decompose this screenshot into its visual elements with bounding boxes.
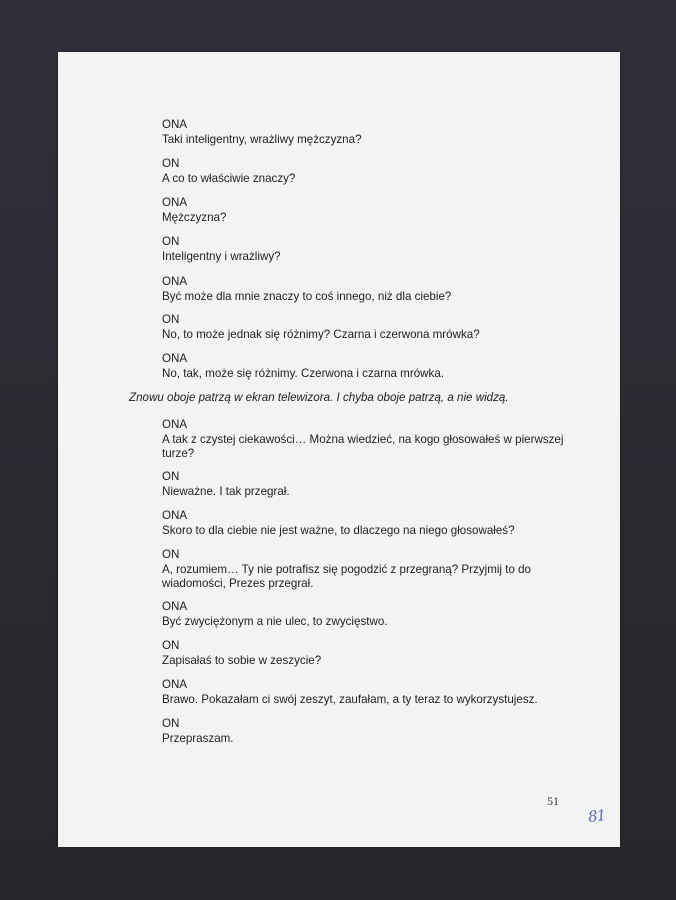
speaker-name: ONA [162,196,188,209]
dialogue-line: Zapisałaś to sobie w zeszycie? [162,653,322,667]
dialogue-line: Być zwyciężonym a nie ulec, to zwycięstwo. [162,614,388,628]
speaker-name: ON [162,639,180,652]
document-page [58,52,620,847]
dialogue-line: No, tak, może się różnimy. Czerwona i czarna mrówka. [162,366,444,380]
dialogue-entry [162,639,572,668]
dialogue-entry [162,470,572,499]
dialogue-entry [162,352,572,381]
dialogue-line: Przepraszam. [162,731,234,745]
dialogue-line: Brawo. Pokazałam ci swój zeszyt, zaufałam, a ty teraz to wykorzystujesz. [162,692,538,706]
speaker-name: ONA [162,678,188,691]
dialogue-entry [162,418,572,462]
dialogue-line: Nieważne. I tak przegrał. [162,484,290,498]
speaker-name: ON [162,235,180,248]
dialogue-line: Skoro to dla ciebie nie jest ważne, to dlaczego na niego głosowałeś? [162,523,515,537]
dialogue-line: Być może dla mnie znaczy to coś innego, niż dla ciebie? [162,289,452,303]
dialogue-entry [162,600,572,629]
dialogue-line: Taki inteligentny, wrażliwy mężczyzna? [162,132,362,146]
dialogue-entry [162,118,572,147]
dialogue-entry [162,196,572,225]
dialogue-line: Inteligentny i wrażliwy? [162,249,281,263]
handwritten-page-mark: 81 [587,806,606,826]
page-number: 51 [547,794,559,808]
speaker-name: ONA [162,418,188,431]
dialogue-entry [162,157,572,186]
dialogue-entry [162,235,572,264]
dialogue-line: A, rozumiem… Ty nie potrafisz się pogodzić z przegraną? Przyjmij to do wiadomości, Prezes przegrał. [162,562,532,591]
speaker-name: ON [162,717,180,730]
speaker-name: ON [162,313,180,326]
dialogue-entry [162,509,572,538]
dialogue-entry [162,275,572,304]
speaker-name: ON [162,157,180,170]
speaker-name: ONA [162,118,188,131]
speaker-name: ONA [162,275,188,288]
dialogue-line: No, to może jednak się różnimy? Czarna i czerwona mrówka? [162,327,480,341]
dialogue-entry [162,717,572,746]
dialogue-entry [162,313,572,342]
speaker-name: ONA [162,509,188,522]
speaker-name: ONA [162,600,188,613]
dialogue-entry [162,678,572,707]
dialogue-entry [162,548,572,592]
dialogue-line: A tak z czystej ciekawości… Można wiedzieć, na kogo głosowałeś w pierwszej turze? [162,432,564,461]
stage-direction: Znowu oboje patrzą w ekran telewizora. I chyba oboje patrzą, a nie widzą. [129,391,509,404]
dialogue-line: Mężczyzna? [162,210,227,224]
dialogue-line: A co to właściwie znaczy? [162,171,296,185]
speaker-name: ON [162,470,180,483]
speaker-name: ONA [162,352,188,365]
speaker-name: ON [162,548,180,561]
